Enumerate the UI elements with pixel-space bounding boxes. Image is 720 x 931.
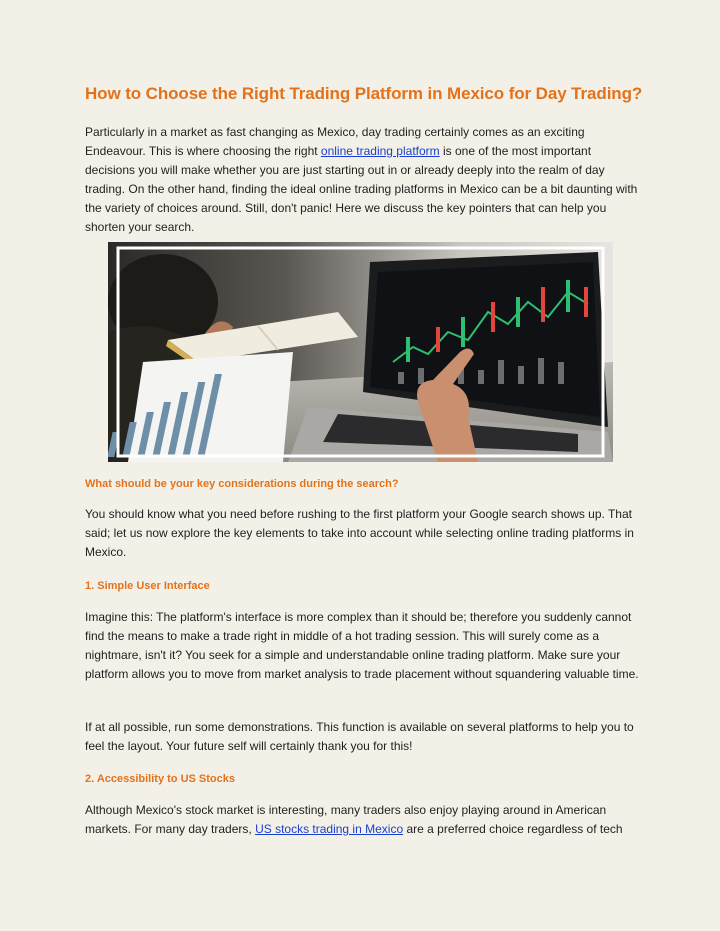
online-trading-platform-link[interactable]: online trading platform bbox=[320, 144, 440, 158]
point1-paragraph-2: If at all possible, run some demonstrations. This function is available on several platforms to help you to feel the layout. Your future self will certainly thank you for this! bbox=[85, 720, 634, 753]
point2-paragraph: Although Mexico's stock market is interesting, many traders also enjoy playing around in American markets. For many day traders, US stocks trading in Mexico are a preferred choice regardless of tech bbox=[85, 803, 623, 836]
us-stocks-trading-link[interactable]: US stocks trading in Mexico bbox=[255, 822, 404, 836]
section-paragraph: You should know what you need before rushing to the first platform your Google search shows up. That said; let us now explore the key elements to take into account while selecting online trading platforms in Mexico. bbox=[85, 507, 634, 559]
point2-heading: 2. Accessibility to US Stocks bbox=[85, 773, 235, 785]
page-title: How to Choose the Right Trading Platform in Mexico for Day Trading? bbox=[85, 84, 643, 103]
point1-heading: 1. Simple User Interface bbox=[85, 580, 210, 592]
point1-paragraph: Imagine this: The platform's interface is more complex than it should be; therefore you suddenly cannot find the means to make a trade right in middle of a hot trading session. This will surely come as a nightmare, isn't it? You seek for a simple and understandable online trading platform. Make sure your platform allows you to move from market analysis to trade placement without squandering valuable time. bbox=[85, 610, 639, 681]
intro-paragraph: Particularly in a market as fast changing as Mexico, day trading certainly comes as an exciting Endeavour. This is where choosing the right online trading platform is one of the most important decisions you will make whether you are just starting out in or already deeply into the realm of day trading. On the other hand, finding the ideal online trading platforms in Mexico can be a bit daunting with the variety of choices around. Still, don't panic! Here we discuss the key pointers that can help you shorten your search. bbox=[85, 125, 638, 234]
trading-chart-photo bbox=[108, 242, 613, 462]
section-heading: What should be your key considerations during the search? bbox=[85, 478, 399, 490]
